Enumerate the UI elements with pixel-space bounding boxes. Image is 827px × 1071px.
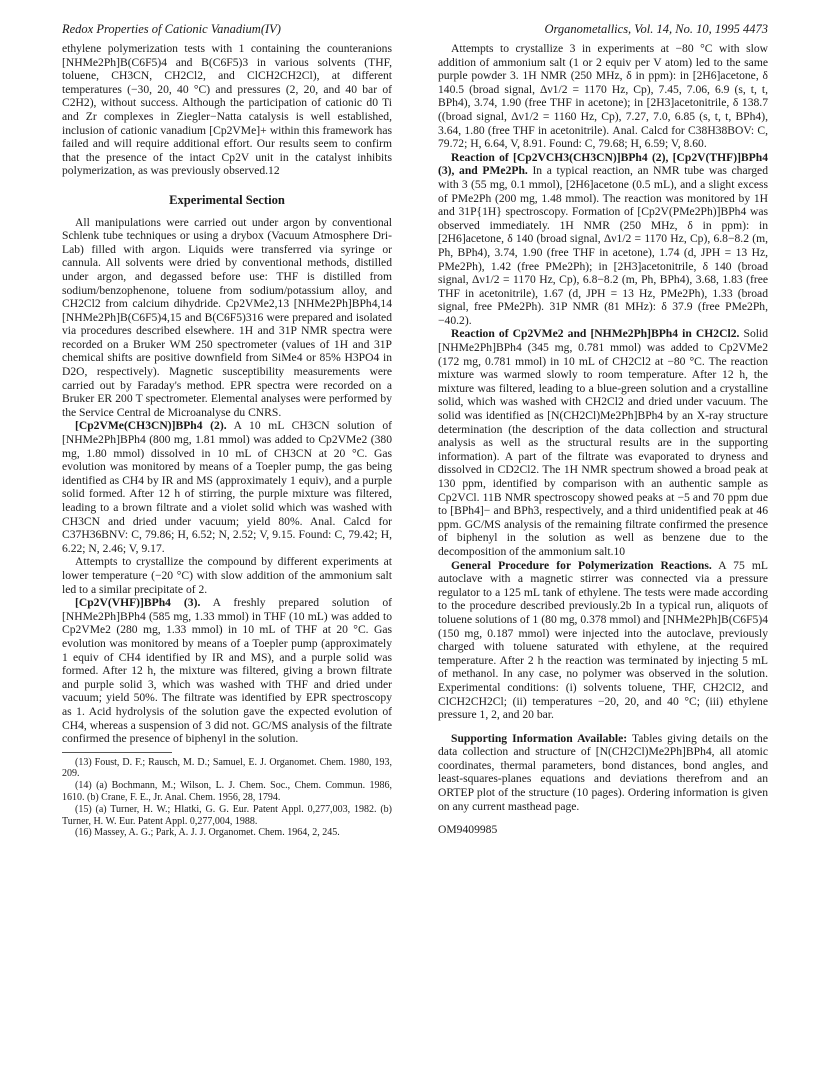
running-title: Redox Properties of Cationic Vanadium(IV) (62, 22, 281, 36)
paragraph-heading: Reaction of Cp2VMe2 and [NHMe2Ph]BPh4 in CH2Cl2. (451, 327, 740, 341)
manuscript-code: OM9409985 (438, 823, 498, 837)
paragraph-heading: [Cp2V(VHF)]BPh4 (3). (75, 596, 201, 610)
section-title: Experimental Section (169, 192, 285, 207)
paragraph-body: Solid [NHMe2Ph]BPh4 (345 mg, 0.781 mmol) was added to Cp2VMe2 (172 mg, 0.781 mmol) in 10 mL of CH2Cl2 at −80 °C. The reaction mixture was warmed slowly to room temperature. After 12 h, the mixture was filtered, leading to a blue-green solution and a crystalline solid, which was washed with CH2Cl2 and dried under vacuum. The solid was identified as [N(CH2Cl)Me2Ph]BPh4 by an X-ray structure determination (the description of the data collection and structural analysis as well as the structural results are in the supporting information). A part of the filtrate was evaporated to dryness and dissolved in CD2Cl2. The 1H NMR spectrum showed a broad peak at 130 ppm, identified by comparison with an authentic sample as Cp2VCl. 11B NMR spectroscopy showed peaks at −5 and 70 ppm due to [BPh4]− and BPh3, respectively, and a third unidentified peak at 46 ppm. GC/MS analysis of the remaining filtrate confirmed the presence of biphenyl in the solution as well as benzene due to the decomposition of the ammonium salt.10 (438, 327, 768, 558)
paragraph (62, 419, 392, 555)
paragraph (438, 327, 768, 558)
footnote: (16) Massey, A. G.; Park, A. J. J. Organomet. Chem. 1964, 2, 245. (75, 827, 340, 839)
journal-citation: Organometallics, Vol. 14, No. 10, 1995 4473 (544, 22, 768, 36)
paragraph-heading: General Procedure for Polymerization Reactions. (451, 558, 712, 572)
footnote: (14) (a) Bochmann, M.; Wilson, L. J. Chem. Soc., Chem. Commun. 1986, 1610. (b) Crane, F. E., Jr. Anal. Chem. 1956, 28, 1794. (62, 780, 392, 804)
paragraph-heading: Supporting Information Available: (451, 731, 628, 745)
paragraph-heading: [Cp2VMe(CH3CN)]BPh4 (2). (75, 419, 227, 433)
paragraph (438, 559, 768, 722)
paragraph-body: Tables giving details on the data collection and structure of [N(CH2Cl)Me2Ph]BPh4, all atomic coordinates, thermal parameters, bond distances, bond angles, and least-squares-planes equations and deviations therefrom and an ORTEP plot of the structure (10 pages). Ordering information is given on any current masthead page. (438, 731, 768, 813)
paragraph-body: A freshly prepared solution of [NHMe2Ph]BPh4 (585 mg, 1.33 mmol) in THF (10 mL) was added to Cp2VMe2 (280 mg, 1.33 mmol) in 10 mL of THF at 20 °C. Gas evolution was monitored by means of a Toepler pump (approximately 1 equiv of CH4 identified by IR and MS), and a purple solid was formed. After 12 h, the mixture was filtered, giving a brown filtrate and purple solid 3, which was washed with THF and dried under vacuum; yield 50%. The filtrate was identified by EPR spectroscopy as 1. Acid hydrolysis of the solution gave the expected evolution of CH4, whereas a suspension of 3 did not. GC/MS analysis of the filtrate confirmed the presence of biphenyl in the solution. (62, 596, 392, 746)
paragraph: Attempts to crystallize the compound by different experiments at lower temperature (−20 °C) with slow addition of the ammonium salt led to a similar precipitate of 2. (62, 555, 392, 596)
footnote: (13) Foust, D. F.; Rausch, M. D.; Samuel, E. J. Organomet. Chem. 1980, 193, 209. (62, 756, 392, 780)
paragraph: Attempts to crystallize 3 in experiments at −80 °C with slow addition of ammonium salt (1 or 2 equiv per V atom) led to the same purple powder 3. 1H NMR (250 MHz, δ in ppm): in [2H6]acetone, δ 140.5 (broad signal, Δν1/2 = 1170 Hz, Cp), 7.45, 7.06, 6.9 (s, t, t, BPh4), 3.74, 1.90 (free THF in acetone); in [2H3]acetonitrile, δ 138.7 ((broad signal, Δν1/2 = 1160 Hz, Cp), 7.27, 7.0, 6.85 (s, t, t, BPh4), 3.64, 1.80 (free THF in acetonitrile). Anal. Calcd for C38H38BOV: C, 79.72; H, 6.64, V, 8.91. Found: C, 79.68; H, 6.59; V, 8.60. (438, 42, 768, 151)
spacer (438, 722, 768, 732)
paragraph-body: In a typical reaction, an NMR tube was charged with 3 (55 mg, 0.1 mmol), [2H6]acetone (0.5 mL), and a slight excess of PMe2Ph (200 mg, 1.48 mmol). The reaction was monitored by 1H and 31P{1H} spectroscopy. Formation of [Cp2V(PMe2Ph)]BPh4 was observed immediately. 1H NMR (250 MHz, δ in ppm): in [2H6]acetone, δ 140 (broad signal, Δν1/2 = 1170 Hz, Cp), 6.8−8.2 (m, Ph, BPh4), 3.74, 1.90 (free THF in acetone), 1.74 (d, JPH = 13 Hz, PMe2Ph), 1.42 (free PMe2Ph); in [2H3]acetonitrile, δ 140 (broad signal, Δν1/2 = 1170 Hz, Cp), 6.8−8.2 (m, Ph, BPh4), 3.68, 1.83 (free THF in acetonitrile), 1.67 (d, JPH = 13 Hz, PMe2Ph), 1.33 (broad signal, free PMe2Ph). 31P NMR (81 MHz): δ 37.9 (free PMe2Ph, −40.2). (438, 164, 768, 327)
right-column (438, 42, 768, 837)
paragraph: All manipulations were carried out under argon by conventional Schlenk tube techniques or using a drybox (Vacuum Atmosphere Dri-Lab) filled with argon. Liquids were transferred via syringe or cannula. All solvents were dried by conventional methods, distilled under argon, and degassed before use: THF is distilled from sodium/benzophenone, toluene from sodium/potassium alloy, and CH2Cl2 from calcium dihydride. Cp2VMe2,13 [NHMe2Ph]BPh4,14 [NHMe2Ph]B(C6F5)4,15 and B(C6F5)316 were prepared and isolated via procedures described elsewhere. 1H and 31P NMR spectra were recorded on a Bruker WM 250 spectrometer (values of 1H and 31P chemical shifts are positive downfield from SiMe4 or 85% H3PO4 in D2O, respectively). Magnetic susceptibility measurements were carried out by Faraday's method. EPR spectra were recorded on a Bruker ER 200 T spectrometer. Elemental analyses were performed by the Service Central de Microanalyse du CNRS. (62, 215, 392, 419)
paragraph (438, 151, 768, 328)
footnote: (15) (a) Turner, H. W.; Hlatki, G. G. Eur. Patent Appl. 0,277,003, 1982. (b) Turner, H. W. Eur. Patent Appl. 0,277,004, 1988. (62, 803, 392, 827)
left-column (62, 42, 392, 839)
paragraph-heading: Reaction of [Cp2VCH3(CH3CN)]BPh4 (2), [Cp2V(THF)]BPh4 (3), and PMe2Ph. (438, 150, 768, 178)
paragraph (62, 596, 392, 746)
paragraph-body: A 75 mL autoclave with a magnetic stirrer was connected via a pressure regulator to a 125 mL tank of ethylene. The tests were made according to the procedure described previously.2b In a typical run, aliquots of toluene solutions of 1 (80 mg, 0.378 mmol) and [NHMe2Ph]B(C6F5)4 (150 mg, 0.187 mmol) were injected into the autoclave, previously charged with toluene saturated with ethylene, at the required temperature. After 2 h the reaction was terminated by injecting 5 mL of methanol. In any case, no polymer was observed in the solution. Experimental conditions: (i) solvents toluene, THF, CH2Cl2, and ClCH2CH2Cl; (ii) temperatures −20, 20, and 40 °C; (iii) ethylene pressure 1, 2, and 20 bar. (438, 558, 768, 722)
footnote-divider (62, 752, 172, 753)
running-header (62, 22, 768, 40)
paragraph: ethylene polymerization tests with 1 containing the counteranions [NHMe2Ph]B(C6F5)4 and B(C6F5)3 in various solvents (THF, toluene, CH3CN, CH2Cl2, and ClCH2CH2Cl), at different temperatures (−30, 20, 40 °C) and pressures (2, 20, and 40 bar of C2H2), without success. Although the participation of cationic d0 Ti and Zr complexes in Ziegler−Natta catalysis is well established, inclusion of cationic vanadium [Cp2VMe]+ within this framework has failed and will require additional effort. Our results seem to confirm that the presence of the intact Cp2V unit in the catalyst inhibits polymerization, as was previously observed.12 (62, 42, 392, 178)
paragraph-body: A 10 mL CH3CN solution of [NHMe2Ph]BPh4 (800 mg, 1.81 mmol) was added to Cp2VMe2 (380 mg, 1.80 mmol) dissolved in 10 mL of CH3CN at 20 °C. Gas evolution was monitored by means of a Toepler pump, the gas being identified as CH4 by IR and MS (approximately 1 equiv), and a purple solid formed. After 12 h of stirring, the purple mixture was filtered, leading to a brown filtrate and a violet solid which was washed with CH3CN and dried under vacuum; yield 80%. Anal. Calcd for C37H36BNV: C, 79.86; H, 6.52; N, 2.52; V, 9.15. Found: C, 79.42; H, 6.22; N, 2.46; V, 9.17. (62, 419, 392, 555)
paragraph (438, 732, 768, 814)
